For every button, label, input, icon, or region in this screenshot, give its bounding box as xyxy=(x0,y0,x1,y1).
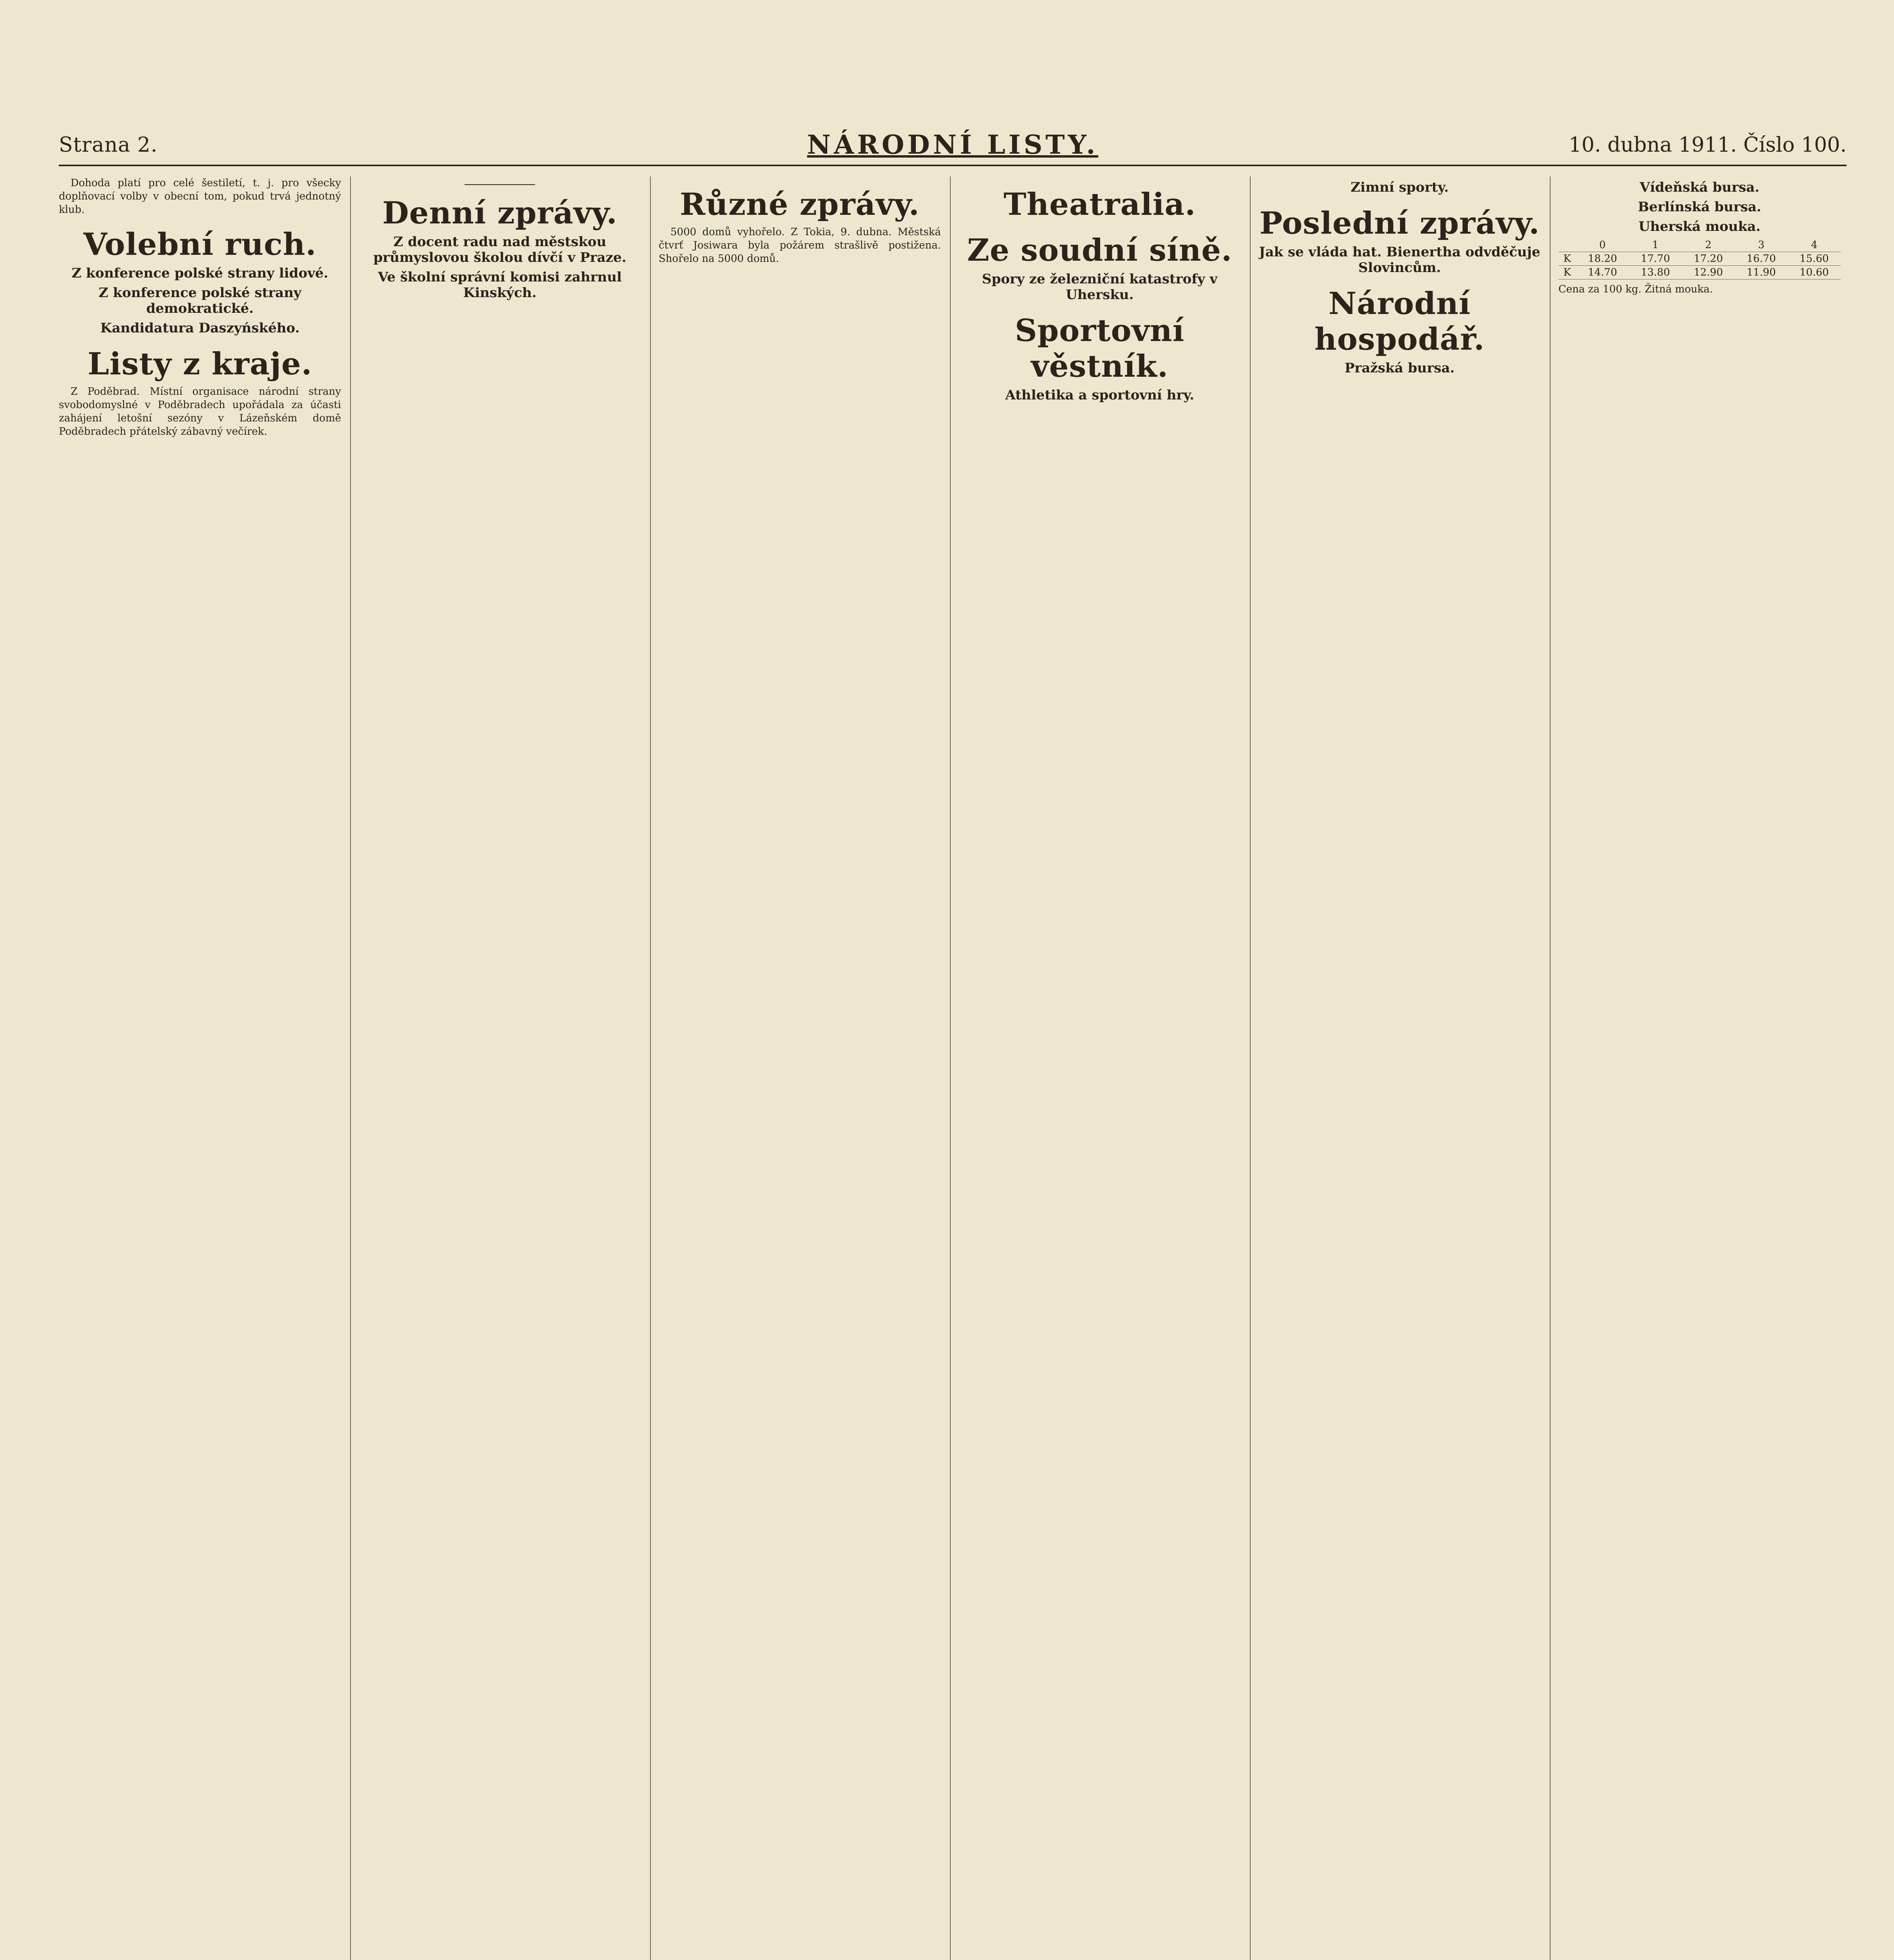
page-header xyxy=(59,129,1847,161)
column-4 xyxy=(959,176,1241,1960)
issue-date: 10. dubna 1911. Číslo 100. xyxy=(1568,133,1847,157)
column-5 xyxy=(1258,176,1541,1960)
subhead-kinskych: Ve školní správní komisi zahrnul Kinských. xyxy=(378,269,622,301)
headline-listy-z-kraje: Listy z kraje. xyxy=(87,346,312,382)
intro-paragraph: Dohoda platí pro celé šestiletí, t. j. pro všecky doplňovací volby v obecní tom, pokud trvá jednotný klub. xyxy=(59,177,341,216)
subhead-konference-lidova: Z konference polské strany lidové. xyxy=(71,265,329,281)
subhead-prazska-bursa: Pražská bursa. xyxy=(1344,360,1455,376)
table-cell xyxy=(1558,238,1576,252)
table-cell: 17.20 xyxy=(1682,252,1735,266)
table-cell: 14.70 xyxy=(1576,266,1629,279)
table-row xyxy=(1558,252,1841,266)
subhead-uherska-mouka: Uherská mouka. xyxy=(1638,219,1761,234)
headline-posledni-zpravy: Poslední zprávy. xyxy=(1259,205,1540,241)
table-row xyxy=(1558,266,1841,279)
subhead-vlada: Jak se vláda hat. Bienertha odvděčuje Slovincům. xyxy=(1259,244,1540,276)
table-cell: 13.80 xyxy=(1629,266,1682,279)
column-divider xyxy=(950,176,951,1960)
subhead-katastrofa: Spory ze železniční katastrofy v Uhersku. xyxy=(982,271,1218,303)
article-podebrady: Z Poděbrad. Místní organisace národní strany svobodomyslné v Poděbradech upořádala za účasti zahájení letošní sezóny v Lázeňském domě Poděbradech přátelský zábavný večírek. xyxy=(59,386,341,437)
subhead-athletika: Athletika a sportovní hry. xyxy=(1005,387,1195,403)
headline-ruzne-zpravy: Různé zprávy. xyxy=(680,187,920,222)
subhead-kandidatura: Kandidatura Daszyńského. xyxy=(100,320,300,336)
column-1 xyxy=(59,176,341,1960)
table-row xyxy=(1558,238,1841,252)
page-number: Strana 2. xyxy=(59,133,158,157)
table-cell: 15.60 xyxy=(1788,252,1841,266)
column-3 xyxy=(659,176,941,1960)
table-cell: 3 xyxy=(1735,238,1788,252)
headline-sportovni-vestnik: Sportovní věstník. xyxy=(1015,313,1185,384)
table-cell: 10.60 xyxy=(1788,266,1841,279)
article-fires: 5000 domů vyhořelo. Z Tokia, 9. dubna. Městská čtvrť Josiwara byla požárem strašlivě postižena. Shořelo na 5000 domů. xyxy=(659,226,941,265)
table-cell: 16.70 xyxy=(1735,252,1788,266)
headline-volebni-ruch: Volební ruch. xyxy=(83,227,317,262)
headline-denni-zpravy: Denní zprávy. xyxy=(382,195,617,231)
column-divider xyxy=(1550,176,1551,1960)
subhead-skola: Z docent radu nad městskou průmyslovou školou dívčí v Praze. xyxy=(373,234,626,265)
table-cell: 17.70 xyxy=(1629,252,1682,266)
table-cell: 12.90 xyxy=(1682,266,1735,279)
separator xyxy=(465,184,535,185)
table-cell: 18.20 xyxy=(1576,252,1629,266)
column-divider xyxy=(1250,176,1251,1960)
headline-theatralia: Theatralia. xyxy=(1003,187,1196,222)
headline-narodni-hospodar: Národní hospodář. xyxy=(1314,286,1485,357)
subhead-konference-demokraticka: Z konference polské strany demokratické. xyxy=(98,285,301,316)
subhead-berlinska-bursa: Berlínská bursa. xyxy=(1638,199,1761,215)
column-divider xyxy=(650,176,651,1960)
table-cell: 11.90 xyxy=(1735,266,1788,279)
header-rule xyxy=(59,165,1847,166)
subhead-videnska-bursa: Vídeňská bursa. xyxy=(1640,180,1760,195)
subhead-zimni-sporty: Zimní sporty. xyxy=(1350,180,1449,195)
column-divider xyxy=(350,176,351,1960)
column-2 xyxy=(359,176,641,1960)
table-cell: K xyxy=(1558,252,1576,266)
table-cell: 1 xyxy=(1629,238,1682,252)
flour-price-table xyxy=(1558,238,1841,279)
table-cell: K xyxy=(1558,266,1576,279)
headline-soudni-sin: Ze soudní síně. xyxy=(967,232,1233,268)
table-cell: 2 xyxy=(1682,238,1735,252)
column-6 xyxy=(1558,176,1841,1960)
flour-note: Cena za 100 kg. Žitná mouka. xyxy=(1558,283,1713,295)
masthead: NÁRODNÍ LISTY. xyxy=(807,129,1099,160)
table-cell: 0 xyxy=(1576,238,1629,252)
table-cell: 4 xyxy=(1788,238,1841,252)
